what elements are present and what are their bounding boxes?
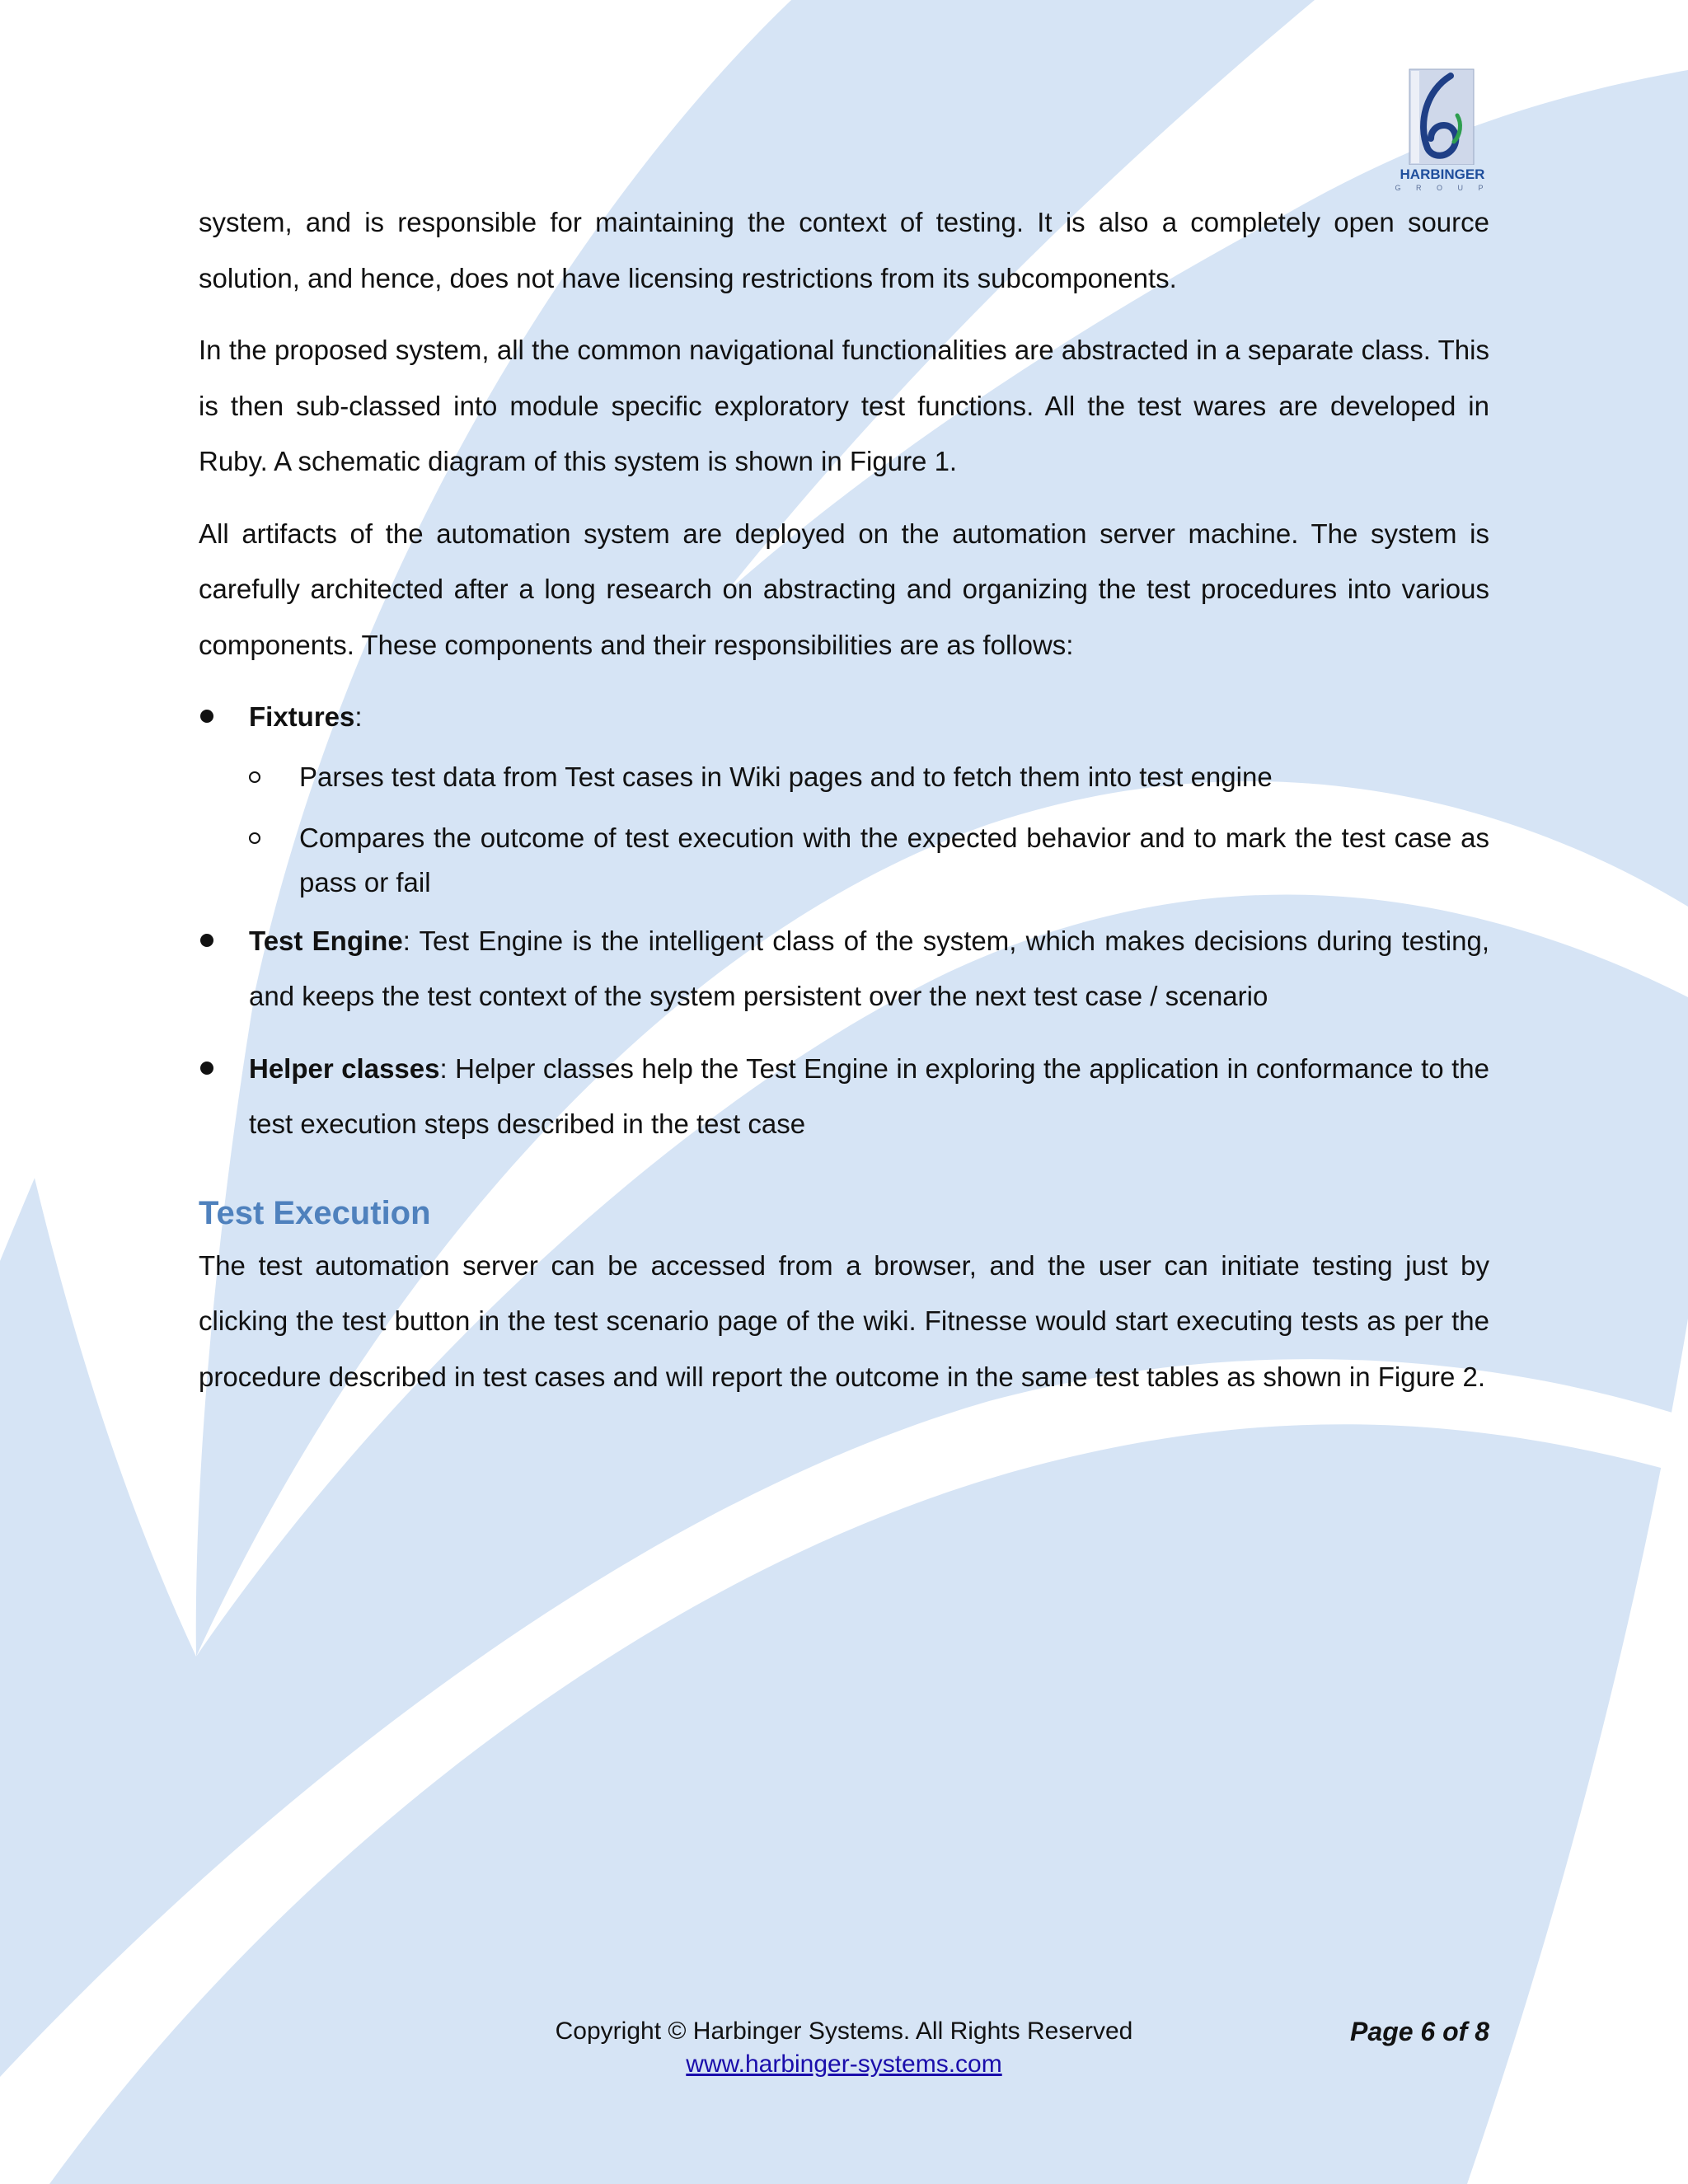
sublist-item-compares bbox=[199, 816, 1489, 905]
bullet-dot-icon bbox=[200, 934, 213, 947]
fixtures-text: : bbox=[354, 701, 363, 732]
bullet-dot-icon bbox=[200, 1062, 213, 1075]
sublist-item-text: Compares the outcome of test execution with the expected behavior and to mark the test case as pass or fail bbox=[299, 822, 1489, 898]
list-item-helper-classes bbox=[199, 1041, 1489, 1152]
bullet-dot-icon bbox=[200, 710, 213, 723]
term-fixtures: Fixtures bbox=[249, 701, 355, 732]
harbinger-logo bbox=[1393, 66, 1492, 190]
paragraph-test-execution: The test automation server can be accessed from a browser, and the user can initiate testing just by clicking the test button in the test scenario page of the wiki. Fitnesse would start executing tests as per the procedure described in test cases and will report the outcome in the same test tables as shown in Figure 2. bbox=[199, 1249, 1489, 1392]
term-helper-classes: Helper classes bbox=[249, 1052, 440, 1084]
list-item-fixtures bbox=[199, 689, 1489, 745]
component-list-continued bbox=[199, 913, 1489, 1152]
paragraph-artifacts: All artifacts of the automation system are deployed on the automation server machine. The system is carefully architected after a long research on abstracting and organizing the test procedures into various components. These components and their responsibilities are as follows: bbox=[199, 518, 1489, 660]
sublist-item-parses bbox=[199, 755, 1489, 799]
helper-classes-text: : Helper classes help the Test Engine in exploring the application in conformance to the test execution steps described in the test case bbox=[249, 1052, 1489, 1139]
term-test-engine: Test Engine bbox=[249, 925, 403, 956]
page-number: Page 6 of 8 bbox=[1350, 2017, 1489, 2046]
section-heading-test-execution: Test Execution bbox=[199, 1194, 431, 1231]
hollow-bullet-icon bbox=[249, 771, 260, 783]
list-item-test-engine bbox=[199, 913, 1489, 1024]
harbinger-logo-icon bbox=[1393, 66, 1492, 165]
logo-subtitle: G R O U P bbox=[1395, 184, 1490, 192]
paragraph-proposed-system: In the proposed system, all the common navigational functionalities are abstracted in a separate class. This is then sub-classed into module specific exploratory test functions. All the test wares are developed in Ruby. A schematic diagram of this system is shown in Figure 1. bbox=[199, 335, 1489, 476]
paragraph-system-context: system, and is responsible for maintaining the context of testing. It is also a completely open source solution, and hence, does not have licensing restrictions from its subcomponents. bbox=[199, 207, 1489, 293]
copyright-text: Copyright © Harbinger Systems. All Rights Reserved bbox=[555, 2018, 1133, 2045]
hollow-bullet-icon bbox=[249, 832, 260, 844]
document-body bbox=[199, 194, 1489, 1421]
component-list bbox=[199, 689, 1489, 745]
test-engine-text: : Test Engine is the intelligent class of the system, which makes decisions during testing, and keeps the test context of the system persistent over the next test case / scenario bbox=[249, 925, 1490, 1011]
website-link[interactable]: www.harbinger-systems.com bbox=[686, 2050, 1002, 2078]
fixtures-sublist bbox=[199, 755, 1489, 905]
sublist-item-text: Parses test data from Test cases in Wiki pages and to fetch them into test engine bbox=[299, 761, 1273, 792]
logo-wordmark: HARBINGER bbox=[1400, 166, 1485, 182]
